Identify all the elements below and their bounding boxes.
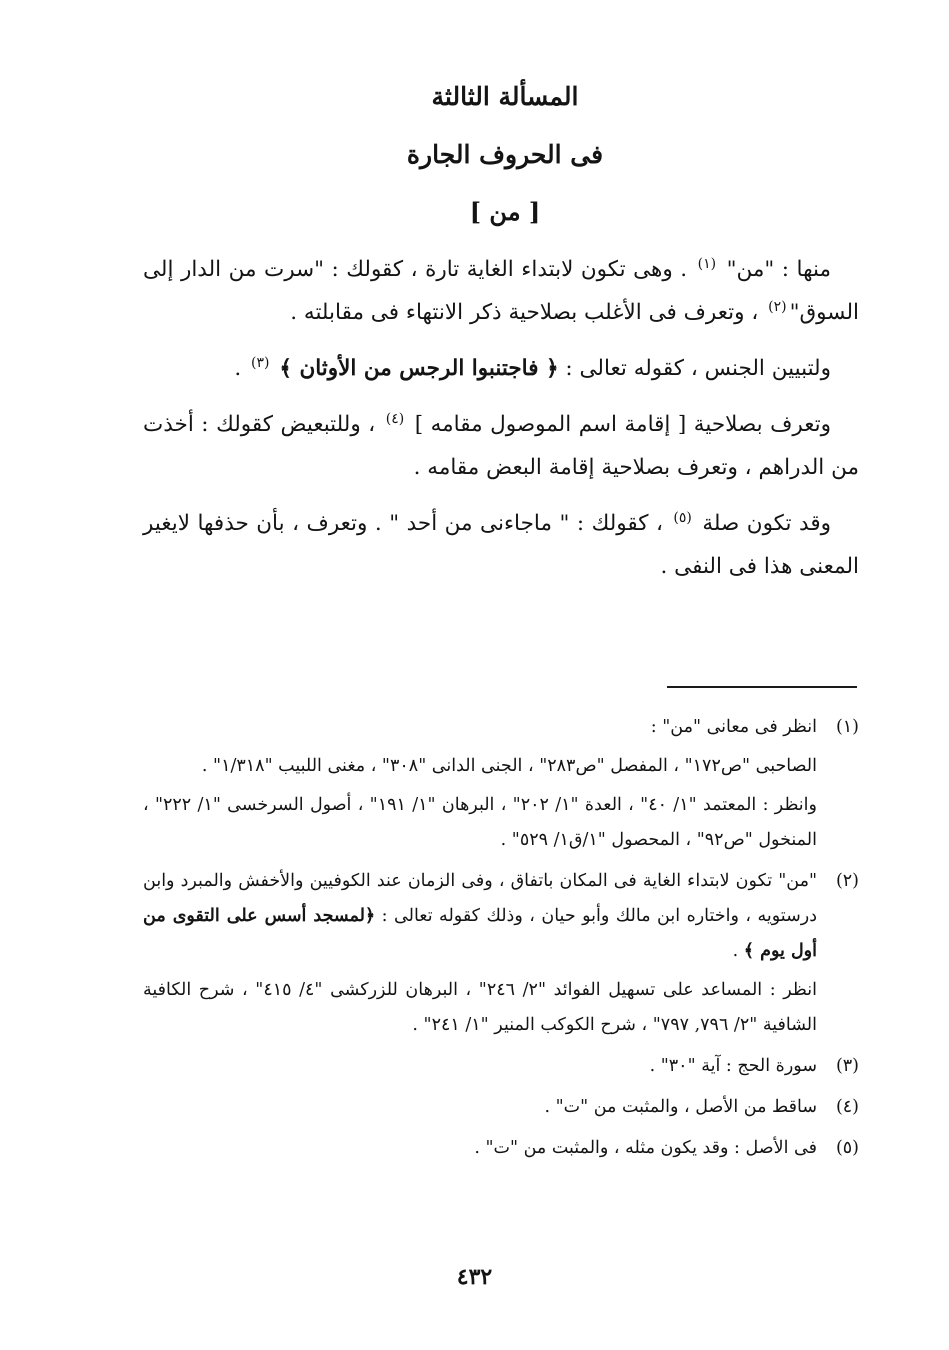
footnote-text: . (732, 941, 739, 961)
footnote-ref: (٣) (251, 354, 270, 371)
paragraph-text: . (234, 356, 242, 381)
footnote-text: وانظر : المعتمد "١/ ٤٠" ، العدة "١/ ٢٠٢" ، البرهان "١/ ١٩١" ، أصول السرخسى "١/ ٢٢٢" ، المنخول "ص٩٢" ، المحصول "١/ق١/ ٥٢٩" . (143, 795, 817, 850)
footnotes (143, 710, 859, 1172)
footnote-text: سورة الحج : آية "٣٠" . (649, 1056, 817, 1076)
paragraph-text: ، وتعرف فى الأغلب بصلاحية ذكر الانتهاء فى مقابلته . (290, 300, 759, 325)
footnote-text (143, 864, 817, 969)
page-number: ٤٣٢ (456, 1264, 493, 1290)
footnote-text: انظر فى معانى "من" : (650, 717, 817, 737)
paragraph-text: وتعرف بصلاحية [ إقامة اسم الموصول مقامه ] (414, 412, 831, 437)
topic-heading: [ من ] (469, 197, 541, 226)
footnote-number: (٢) (835, 871, 859, 891)
paragraph-3 (143, 403, 859, 489)
paragraph-text: منها : "من" (726, 257, 831, 282)
quran-verse: ﴿لمسجد أسس على التقوى من أول يوم ﴾ (143, 906, 817, 961)
footnote-number: (٣) (835, 1056, 859, 1076)
footnote-3 (143, 1049, 859, 1084)
footnote-2 (143, 864, 859, 1043)
footnote-number: (١) (835, 717, 859, 737)
paragraph-text: ، كقولك : " ماجاءنى من أحد " . وتعرف ، بأن حذفها لايغير المعنى هذا فى النفى . (143, 511, 859, 579)
footnote-ref: (٥) (673, 509, 692, 526)
footnote-text: فى الأصل : وقد يكون مثله ، والمثبت من "ت" . (474, 1138, 817, 1158)
footnote-number: (٤) (835, 1097, 859, 1117)
quran-verse: ﴿ فاجتنبوا الرجس من الأوثان ﴾ (279, 356, 559, 381)
paragraph-text: . وهى تكون لابتداء الغاية تارة ، كقولك : "سرت من الدار إلى السوق" (143, 257, 859, 325)
footnote-1 (143, 710, 859, 858)
footnote-text: انظر : المساعد على تسهيل الفوائد "٢/ ٢٤٦" ، البرهان للزركشى "٤/ ٤١٥" ، شرح الكافية الشافية "٢/ ٧٩٦, ٧٩٧" ، شرح الكوكب المنير "١/ ٢٤١" . (143, 980, 817, 1035)
footnote-text: ساقط من الأصل ، والمثبت من "ت" . (544, 1097, 817, 1117)
paragraph-1 (143, 248, 859, 334)
paragraph-text: ، وللتبعيض كقولك : أخذت من الدراهم ، وتعرف بصلاحية إقامة البعض مقامه . (143, 412, 859, 480)
chapter-heading: المسألة الثالثة (431, 82, 579, 111)
footnote-number: (٥) (835, 1138, 859, 1158)
footnote-4 (143, 1090, 859, 1125)
footnote-ref: (٤) (385, 410, 405, 427)
paragraph-4 (143, 502, 859, 588)
main-text (143, 248, 859, 588)
footnote-5 (143, 1131, 859, 1166)
footnote-ref: (٢) (768, 298, 787, 315)
section-subtitle: فى الحروف الجارة (406, 140, 604, 169)
paragraph-2 (143, 347, 859, 390)
footnote-text: الصاحبى "ص١٧٢" ، المفصل "ص٢٨٣" ، الجنى الدانى "٣٠٨" ، مغنى اللبيب "١/٣١٨" . (201, 756, 817, 776)
footnote-divider (667, 686, 857, 688)
paragraph-text: ولتبيين الجنس ، كقوله تعالى : (565, 356, 831, 381)
footnote-ref: (١) (697, 255, 717, 272)
footnote-text: "من" تكون لابتداء الغاية فى المكان باتفاق ، وفى الزمان عند الكوفيين والأخفش والمبرد وابن درستويه ، واختاره ابن مالك وأبو حيان ، وذلك كقوله تعالى : (143, 871, 817, 926)
paragraph-text: وقد تكون صلة (702, 511, 831, 536)
